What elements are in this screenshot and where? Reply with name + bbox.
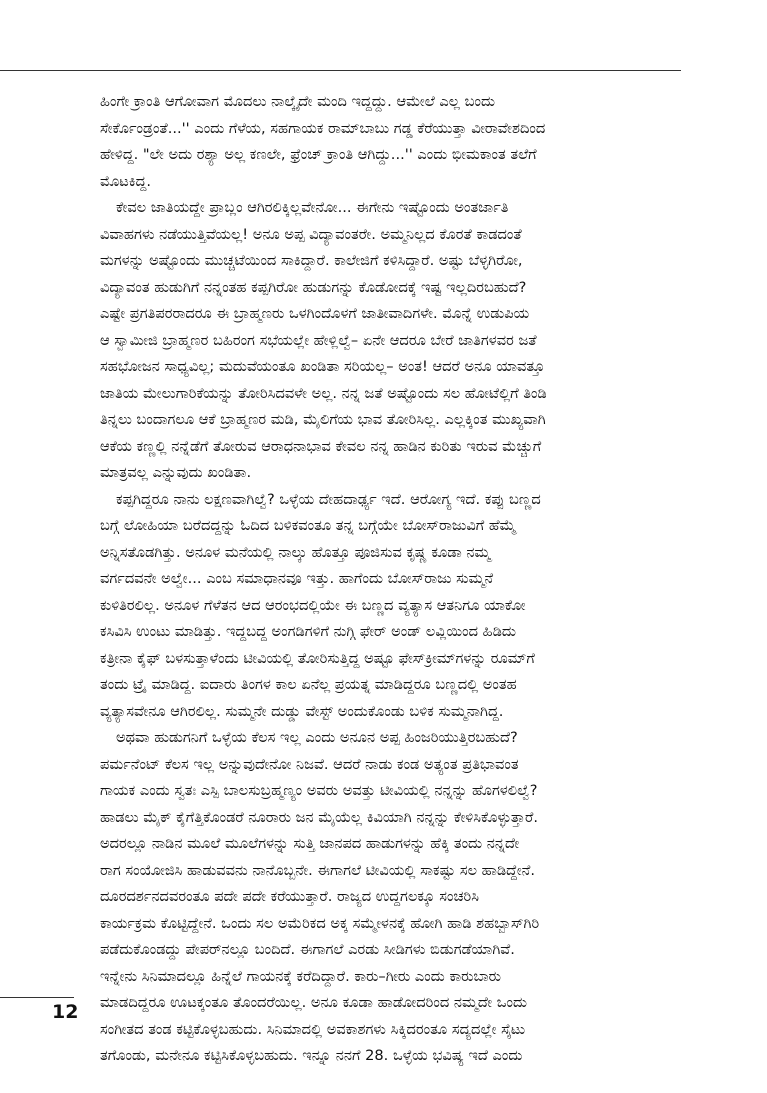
text-line: ಹಿಂಗೇ ಕ್ರಾಂತಿ ಆಗೋವಾಗ ಮೊದಲು ನಾಲ್ಕೈದೇ ಮಂದಿ ಇದ್ದದ್ದು. ಆಮೇಲೆ ಎಲ್ಲ ಬಂದು (100, 93, 496, 110)
text-line: ಕಸಿವಿಸಿ ಉಂಟು ಮಾಡಿತ್ತು. ಇದ್ದಬದ್ದ ಅಂಗಡಿಗಳಿಗೆ ನುಗ್ಗಿ ಫೇರ್ ಅಂಡ್ ಲವ್ಲಿಯಿಂದ ಹಿಡಿದು (100, 623, 516, 640)
text-line: ಹಾಡಲು ಮೈಕ್ ಕೈಗೆತ್ತಿಕೊಂಡರೆ ನೂರಾರು ಜನ ಮೈಯೆಲ್ಲ ಕಿವಿಯಾಗಿ ನನ್ನನ್ನು ಕೇಳಿಸಿಕೊಳ್ಳುತ್ತಾರೆ. (100, 808, 539, 826)
text-line: ಆಕೆಯ ಕಣ್ಣಲ್ಲಿ ನನ್ನೆಡೆಗೆ ತೋರುವ ಆರಾಧನಾಭಾವ ಕೇವಲ ನನ್ನ ಹಾಡಿನ ಕುರಿತು ಇರುವ ಮೆಚ್ಚುಗೆ (100, 437, 542, 455)
text-line: ಮಗಳನ್ನು ಅಷ್ಟೊಂದು ಮುಚ್ಚಟೆಯಿಂದ ಸಾಕಿದ್ದಾರೆ. ಕಾಲೇಜಿಗೆ ಕಳಿಸಿದ್ದಾರೆ. ಅಷ್ಟು ಬೆಳ್ಳಗಿರೋ, (100, 252, 523, 269)
text-line: ವಿದ್ಯಾವಂತ ಹುಡುಗಿಗೆ ನನ್ನಂತಹ ಕಪ್ಪಗಿರೋ ಹುಡುಗನ್ನು ಕೊಡೋದಕ್ಕೆ ಇಷ್ಟ ಇಲ್ಲದಿರಬಹುದೆ? (100, 278, 527, 296)
text-line: ಪಡೆದುಕೊಂಡದ್ದು ಪೇಪರ್‌ನಲ್ಲೂ ಬಂದಿದೆ. ಈಗಾಗಲೆ ಎರಡು ಸೀಡಿಗಳು ಬಿಡುಗಡೆಯಾಗಿವೆ. (100, 941, 515, 958)
text-line: ಕೇವಲ ಜಾತಿಯದ್ದೇ ಪ್ರಾಬ್ಲಂ ಆಗಿರಲಿಕ್ಕಿಲ್ಲವೇನೋ... ಈಗೇನು ಇಷ್ಟೊಂದು ಅಂತರ್ಜಾತಿ (116, 199, 509, 216)
text-line: ಇನ್ನೇನು ಸಿನಿಮಾದಲ್ಲೂ ಹಿನ್ನೆಲೆ ಗಾಯನಕ್ಕೆ ಕರೆದಿದ್ದಾರೆ. ಕಾರು–ಗೀರು ಎಂದು ಕಾರುಬಾರು (100, 967, 502, 985)
text-line: ಸಂಗೀತದ ತಂಡ ಕಟ್ಟಿಕೊಳ್ಳಬಹುದು. ಸಿನಿಮಾದಲ್ಲಿ ಅವಕಾಶಗಳು ಸಿಕ್ಕಿದರಂತೂ ಸದ್ಯದಲ್ಲೇ ಸೈಟು (100, 1020, 526, 1038)
text-line: ತಿನ್ನಲು ಬಂದಾಗಲೂ ಆಕೆ ಬ್ರಾಹ್ಮಣರ ಮಡಿ, ಮೈಲಿಗೆಯ ಭಾವ ತೋರಿಸಿಲ್ಲ. ಎಲ್ಲಕ್ಕಿಂತ ಮುಖ್ಯವಾಗಿ (100, 411, 546, 428)
text-line: ಜಾತಿಯ ಮೇಲುಗಾರಿಕೆಯನ್ನು ತೋರಿಸಿದವಳೇ ಅಲ್ಲ. ನನ್ನ ಜತೆ ಅಷ್ಟೊಂದು ಸಲ ಹೋಟೆಲ್ಲಿಗೆ ತಿಂಡಿ (100, 384, 547, 402)
text-line: ಅನ್ನಿಸತೊಡಗಿತ್ತು. ಅನೂಳ ಮನೆಯಲ್ಲಿ ನಾಲ್ಕು ಹೊತ್ತೂ ಪೂಜಿಸುವ ಕೃಷ್ಣ ಕೂಡಾ ನಮ್ಮ (100, 543, 491, 561)
text-line: ಎಷ್ಟೇ ಪ್ರಗತಿಪರರಾದರೂ ಈ ಬ್ರಾಹ್ಮಣರು ಒಳಗಿಂದೊಳಗೆ ಜಾತೀವಾದಿಗಳೇ. ಮೊನ್ನೆ ಉಡುಪಿಯ (100, 305, 530, 322)
text-line: ತಗೊಂಡು, ಮನೇನೂ ಕಟ್ಟಿಸಿಕೊಳ್ಳಬಹುದು. ಇನ್ನೂ ನನಗೆ 28. ಒಳ್ಳೆಯ ಭವಿಷ್ಯ ಇದೆ ಎಂದು (100, 1047, 523, 1064)
text-line: ಕತ್ರೀನಾ ಕೈಫ್ ಬಳಸುತ್ತಾಳೆಂದು ಟೀವಿಯಲ್ಲಿ ತೋರಿಸುತ್ತಿದ್ದ ಅಷ್ಟೂ ಫೇಸ್‌ಕ್ರೀಮ್‌ಗಳನ್ನು ರೂಮ್‌ಗೆ (100, 649, 535, 667)
text-line: ತಂದು ಟ್ರೈ ಮಾಡಿದ್ದ. ಐದಾರು ತಿಂಗಳ ಕಾಲ ಏನೆಲ್ಲ ಪ್ರಯತ್ನ ಮಾಡಿದ್ದರೂ ಬಣ್ಣದಲ್ಲಿ ಅಂತಹ (100, 676, 517, 693)
page-number: 12 (52, 1001, 79, 1023)
text-line: ವಿವಾಹಗಳು ನಡೆಯುತ್ತಿವೆಯಲ್ಲ! ಅನೂ ಅಪ್ಪ ವಿದ್ಯಾವಂತರೇ. ಅಮ್ಮನಿಲ್ಲದ ಕೊರತೆ ಕಾಡದಂತೆ (100, 225, 522, 243)
text-line: ಕುಳಿತಿರಲಿಲ್ಲ. ಅನೂಳ ಗೆಳೆತನ ಆದ ಆರಂಭದಲ್ಲಿಯೇ ಈ ಬಣ್ಣದ ವ್ಯತ್ಯಾಸ ಆತನಿಗೂ ಯಾಕೋ (100, 596, 526, 614)
text-line: ರಾಗ ಸಂಯೋಜಿಸಿ ಹಾಡುವವನು ನಾನೊಬ್ಬನೇ. ಈಗಾಗಲೆ ಟೀವಿಯಲ್ಲಿ ಸಾಕಷ್ಟು ಸಲ ಹಾಡಿದ್ದೇನೆ. (100, 861, 536, 879)
text-line: ಪರ್ಮನೆಂಟ್ ಕೆಲಸ ಇಲ್ಲ ಅನ್ನುವುದೇನೋ ನಿಜವೆ. ಆದರೆ ನಾಡು ಕಂಡ ಅತ್ಯಂತ ಪ್ರತಿಭಾವಂತ (100, 755, 519, 773)
text-line: ಮಾತ್ರವಲ್ಲ ಎನ್ನುವುದು ಖಂಡಿತಾ. (100, 464, 252, 481)
text-line: ವರ್ಗದವನೇ ಅಲ್ವೇ... ಎಂಬ ಸಮಾಧಾನವೂ ಇತ್ತು. ಹಾಗೆಂದು ಬೋಸ್‌ರಾಜು ಸುಮ್ಮನೆ (100, 570, 494, 587)
text-line: ಮೊಟಕಿದ್ದ. (100, 172, 152, 190)
text-line: ಸೇರ್ಕೊಂಡ್ರಂತೆ...'' ಎಂದು ಗೆಳೆಯ, ಸಹಗಾಯಕ ರಾಮ್‌ಬಾಬು ಗಡ್ಡ ಕೆರೆಯುತ್ತಾ ವೀರಾವೇಶದಿಂದ (100, 119, 546, 137)
text-line: ಮಾಡದಿದ್ದರೂ ಊಟಕ್ಕಂತೂ ತೊಂದರೆಯಿಲ್ಲ. ಅನೂ ಕೂಡಾ ಹಾಡೋದರಿಂದ ನಮ್ಮದೇ ಒಂದು (100, 994, 528, 1011)
text-line: ಹೇಳಿದ್ದ. "ಲೇ ಅದು ರಶ್ಯಾ ಅಲ್ಲ ಕಣಲೇ, ಫ್ರೆಂಚ್ ಕ್ರಾಂತಿ ಆಗಿದ್ದು...'' ಎಂದು ಭೀಮಕಾಂತ ತಲೆಗೆ (100, 146, 537, 163)
text-line: ಆ ಸ್ವಾಮೀಜಿ ಬ್ರಾಹ್ಮಣರ ಬಹಿರಂಗ ಸಭೆಯಲ್ಲೇ ಹೇಳ್ಲಿಲ್ವೆ– ಏನೇ ಆದರೂ ಬೇರೆ ಜಾತಿಗಳವರ ಜತೆ (100, 331, 537, 349)
text-line: ಗಾಯಕ ಎಂದು ಸ್ವತಃ ಎಸ್ಪಿ ಬಾಲಸುಬ್ರಹ್ಮಣ್ಯಂ ಅವರು ಅವತ್ತು ಟೀವಿಯಲ್ಲಿ ನನ್ನನ್ನು ಹೊಗಳಲಿಲ್ವೆ? (100, 782, 538, 799)
text-line: ಕಾರ್ಯಕ್ರಮ ಕೊಟ್ಟಿದ್ದೇನೆ. ಒಂದು ಸಲ ಅಮೆರಿಕದ ಅಕ್ಕ ಸಮ್ಮೇಳನಕ್ಕೆ ಹೋಗಿ ಹಾಡಿ ಶಹಬ್ಬಾಸ್‌ಗಿರಿ (100, 914, 540, 932)
text-line: ವ್ಯತ್ಯಾಸವೇನೂ ಆಗಿರಲಿಲ್ಲ. ಸುಮ್ಮನೇ ದುಡ್ಡು ವೇಸ್ಟ್ ಅಂದುಕೊಂಡು ಬಳಿಕ ಸುಮ್ಮನಾಗಿದ್ದ. (100, 702, 504, 720)
footer-rule (0, 997, 74, 998)
text-line: ದೂರದರ್ಶನದವರಂತೂ ಪದೇ ಪದೇ ಕರೆಯುತ್ತಾರೆ. ರಾಜ್ಯದ ಉದ್ದಗಲಕ್ಕೂ ಸಂಚರಿಸಿ (100, 888, 479, 905)
text-line: ಸಹಭೋಜನ ಸಾಧ್ಯವಿಲ್ಲ; ಮದುವೆಯಂತೂ ಖಂಡಿತಾ ಸರಿಯಲ್ಲ– ಅಂತ! ಆದರೆ ಅನೂ ಯಾವತ್ತೂ (100, 358, 545, 375)
text-line: ಅದರಲ್ಲೂ ನಾಡಿನ ಮೂಲೆ ಮೂಲೆಗಳನ್ನು ಸುತ್ತಿ ಜಾನಪದ ಹಾಡುಗಳನ್ನು ಹೆಕ್ಕಿ ತಂದು ನನ್ನದೇ (100, 835, 520, 852)
text-line: ಬಗ್ಗೆ ಲೋಹಿಯಾ ಬರೆದದ್ದನ್ನು ಓದಿದ ಬಳಿಕವಂತೂ ತನ್ನ ಬಗ್ಗೆಯೇ ಬೋಸ್‌ರಾಜುವಿಗೆ ಹೆಮ್ಮೆ (100, 517, 517, 534)
header-rule (0, 70, 681, 71)
text-line: ಅಥವಾ ಹುಡುಗನಿಗೆ ಒಳ್ಳೆಯ ಕೆಲಸ ಇಲ್ಲ ಎಂದು ಅನೂನ ಅಪ್ಪ ಹಿಂಜರಿಯುತ್ತಿರಬಹುದೆ? (116, 729, 518, 746)
story-body (100, 89, 672, 1070)
text-line: ಕಪ್ಪಗಿದ್ದರೂ ನಾನು ಲಕ್ಷಣವಾಗಿಲ್ವೆ? ಒಳ್ಳೆಯ ದೇಹದಾರ್ಢ್ಯ ಇದೆ. ಆರೋಗ್ಯ ಇದೆ. ಕಪ್ಪು ಬಣ್ಣದ (116, 490, 541, 508)
